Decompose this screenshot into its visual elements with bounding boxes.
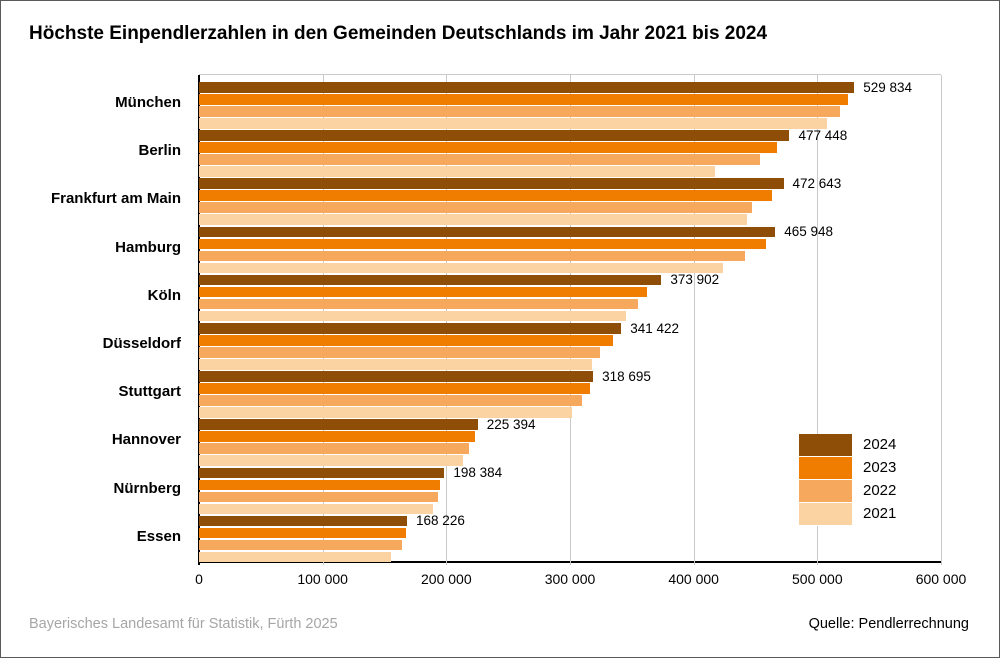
legend-swatch-2022 [799, 480, 852, 502]
bar-2022-frankfurt-am-main [199, 202, 752, 213]
legend-item-2022 [799, 480, 896, 502]
x-tick-label: 300 000 [544, 571, 596, 587]
legend [799, 434, 896, 526]
value-label-2024: 529 834 [863, 79, 913, 95]
legend-swatch-2021 [799, 503, 852, 525]
x-tick-label: 400 000 [668, 571, 719, 587]
footer-source-left: Bayerisches Landesamt für Statistik, Fürth 2025 [29, 616, 338, 632]
footer-source-right: Quelle: Pendlerrechnung [808, 616, 969, 632]
bar-2021-hamburg [199, 263, 723, 274]
bar-2023-essen [199, 528, 406, 539]
gridline-x-600000 [941, 75, 942, 565]
category-label-3: Frankfurt am Main [50, 190, 181, 208]
value-label-2024: 341 422 [630, 320, 680, 336]
legend-label-2023: 2023 [863, 459, 897, 476]
value-label-2024: 477 448 [798, 127, 848, 143]
bar-2022-hannover [199, 443, 469, 454]
x-tick-label: 200 000 [421, 571, 472, 587]
bar-2021-berlin [199, 166, 715, 177]
bar-2023-stuttgart [199, 383, 590, 394]
category-label-5: Köln [147, 286, 181, 304]
legend-label-2021: 2021 [863, 505, 897, 522]
legend-item-2024 [799, 434, 896, 456]
bar-2022-stuttgart [199, 395, 582, 406]
category-label-6: Düsseldorf [102, 335, 181, 352]
bar-2023-frankfurt-am-main [199, 190, 772, 201]
value-label-2024: 373 902 [670, 272, 720, 288]
value-label-2024: 168 226 [416, 513, 465, 529]
x-tick-label: 0 [195, 571, 203, 587]
legend-label-2022: 2022 [863, 482, 897, 499]
category-label-2: Berlin [138, 142, 181, 160]
category-label-1: München [115, 94, 181, 111]
bar-2021-nürnberg [199, 504, 433, 515]
bar-2022-düsseldorf [199, 347, 600, 358]
bar-2024-düsseldorf [199, 323, 621, 334]
bar-2024-berlin [199, 130, 789, 141]
legend-swatch-2024 [799, 434, 852, 456]
value-label-2024: 225 394 [486, 416, 536, 432]
bar-2021-köln [199, 311, 626, 322]
bar-2023-münchen [199, 94, 848, 105]
category-label-4: Hamburg [115, 238, 181, 256]
category-label-7: Stuttgart [118, 383, 181, 401]
bar-2022-münchen [199, 106, 840, 117]
legend-swatch-2023 [799, 457, 852, 479]
bar-2022-essen [199, 540, 402, 551]
x-tick-label: 600 000 [915, 571, 967, 587]
bar-2023-hannover [199, 431, 475, 442]
bar-2021-essen [199, 552, 391, 563]
value-label-2024: 472 643 [792, 175, 842, 191]
bar-2024-frankfurt-am-main [199, 178, 784, 189]
bar-2024-essen [199, 516, 407, 527]
bar-2021-hannover [199, 455, 463, 466]
bar-2023-nürnberg [199, 480, 440, 491]
bar-2024-münchen [199, 82, 854, 93]
category-label-10: Essen [136, 527, 181, 545]
category-label-9: Nürnberg [113, 479, 181, 497]
bar-2024-stuttgart [199, 371, 593, 382]
value-label-2024: 465 948 [784, 224, 834, 240]
value-label-2024: 318 695 [602, 368, 651, 384]
bar-2021-münchen [199, 118, 827, 129]
bar-2021-düsseldorf [199, 359, 592, 370]
bar-2023-berlin [199, 142, 777, 153]
bar-2021-frankfurt-am-main [199, 214, 747, 225]
x-tick-label: 500 000 [792, 571, 843, 587]
bar-2024-hannover [199, 419, 478, 430]
bar-2023-düsseldorf [199, 335, 613, 346]
bar-2024-köln [199, 275, 661, 286]
chart-title: Höchste Einpendlerzahlen in den Gemeinden Deutschlands im Jahr 2021 bis 2024 [29, 23, 768, 44]
legend-item-2023 [799, 457, 896, 479]
legend-item-2021 [799, 503, 896, 525]
bar-2024-nürnberg [199, 468, 444, 479]
category-label-8: Hannover [111, 431, 181, 449]
bar-2022-nürnberg [199, 492, 438, 503]
bar-2022-köln [199, 299, 638, 310]
bar-2023-köln [199, 287, 647, 298]
bar-2022-hamburg [199, 251, 745, 262]
value-label-2024: 198 384 [453, 465, 503, 481]
legend-label-2024: 2024 [863, 436, 897, 453]
bar-2023-hamburg [199, 239, 766, 250]
x-tick-label: 100 000 [297, 571, 348, 587]
bar-2024-hamburg [199, 227, 775, 238]
bar-2022-berlin [199, 154, 760, 165]
